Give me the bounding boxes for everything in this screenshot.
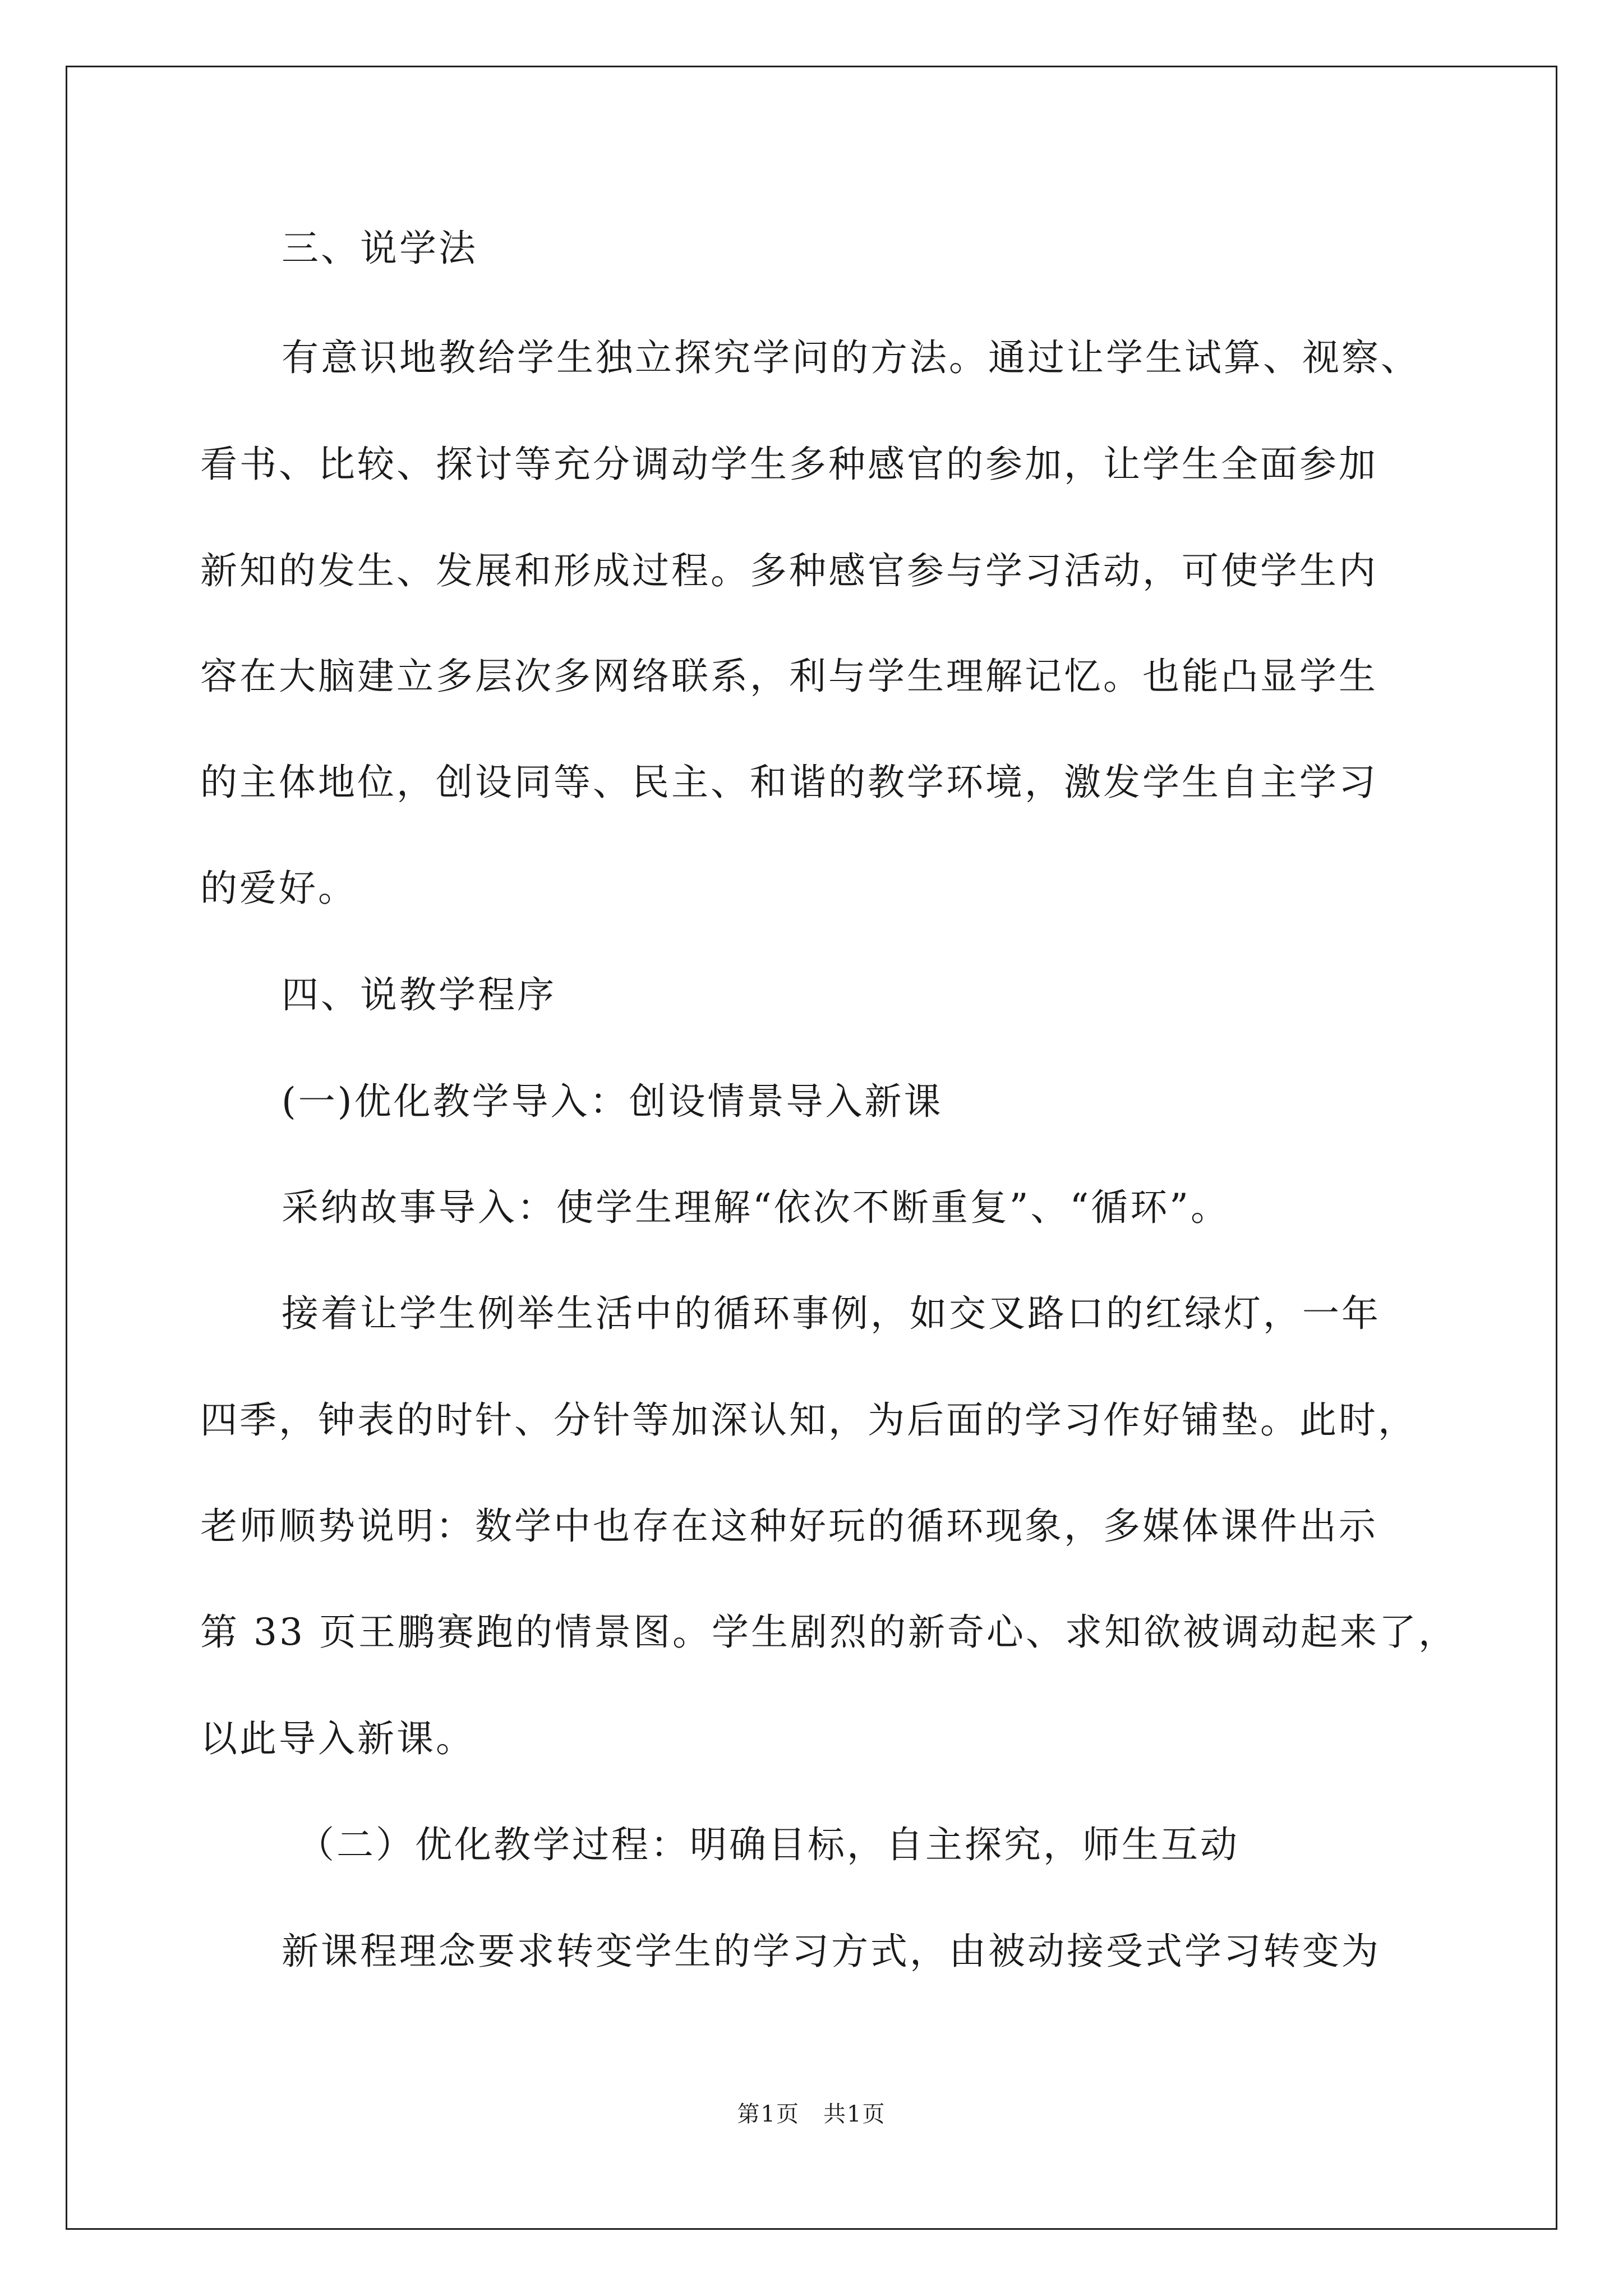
paragraph-line: 的主体地位，创设同等、民主、和谐的教学环境，激发学生自主学习 [200, 761, 1378, 804]
paragraph-line: 新课程理念要求转变学生的学习方式，由被动接受式学习转变为 [282, 1930, 1381, 1973]
paragraph-line: 新知的发生、发展和形成过程。多种感官参与学习活动，可使学生内 [200, 549, 1378, 592]
paragraph-line: 四季，钟表的时针、分针等加深认知，为后面的学习作好铺垫。此时， [200, 1398, 1417, 1442]
paragraph-line: 第 33 页王鹏赛跑的情景图。学生剧烈的新奇心、求知欲被调动起来了， [200, 1611, 1458, 1654]
subheading-lesson-intro: (一)优化教学导入：创设情景导入新课 [282, 1080, 943, 1123]
paragraph-line: 容在大脑建立多层次多网络联系，利与学生理解记忆。也能凸显学生 [200, 655, 1378, 698]
subheading-teaching-process: （二）优化教学过程：明确目标，自主探究，师生互动 [297, 1823, 1239, 1866]
paragraph-line: 有意识地教给学生独立探究学问的方法。通过让学生试算、视察、 [282, 336, 1420, 379]
heading-study-method: 三、说学法 [282, 227, 478, 270]
paragraph-line: 以此导入新课。 [200, 1717, 475, 1760]
heading-teaching-procedure: 四、说教学程序 [282, 973, 556, 1016]
paragraph-line: 看书、比较、探讨等充分调动学生多种感官的参加，让学生全面参加 [200, 443, 1378, 486]
paragraph-line: 的爱好。 [200, 867, 357, 910]
paragraph-line: 老师顺势说明：数学中也存在这种好玩的循环现象，多媒体课件出示 [200, 1504, 1378, 1548]
page-border [66, 66, 1557, 2230]
paragraph-line: 接着让学生例举生活中的循环事例，如交叉路口的红绿灯，一年 [282, 1292, 1381, 1335]
paragraph-line: 采纳故事导入：使学生理解“依次不断重复”、“循环”。 [282, 1186, 1230, 1229]
page-number-footer: 第1页 共1页 [737, 2101, 886, 2127]
